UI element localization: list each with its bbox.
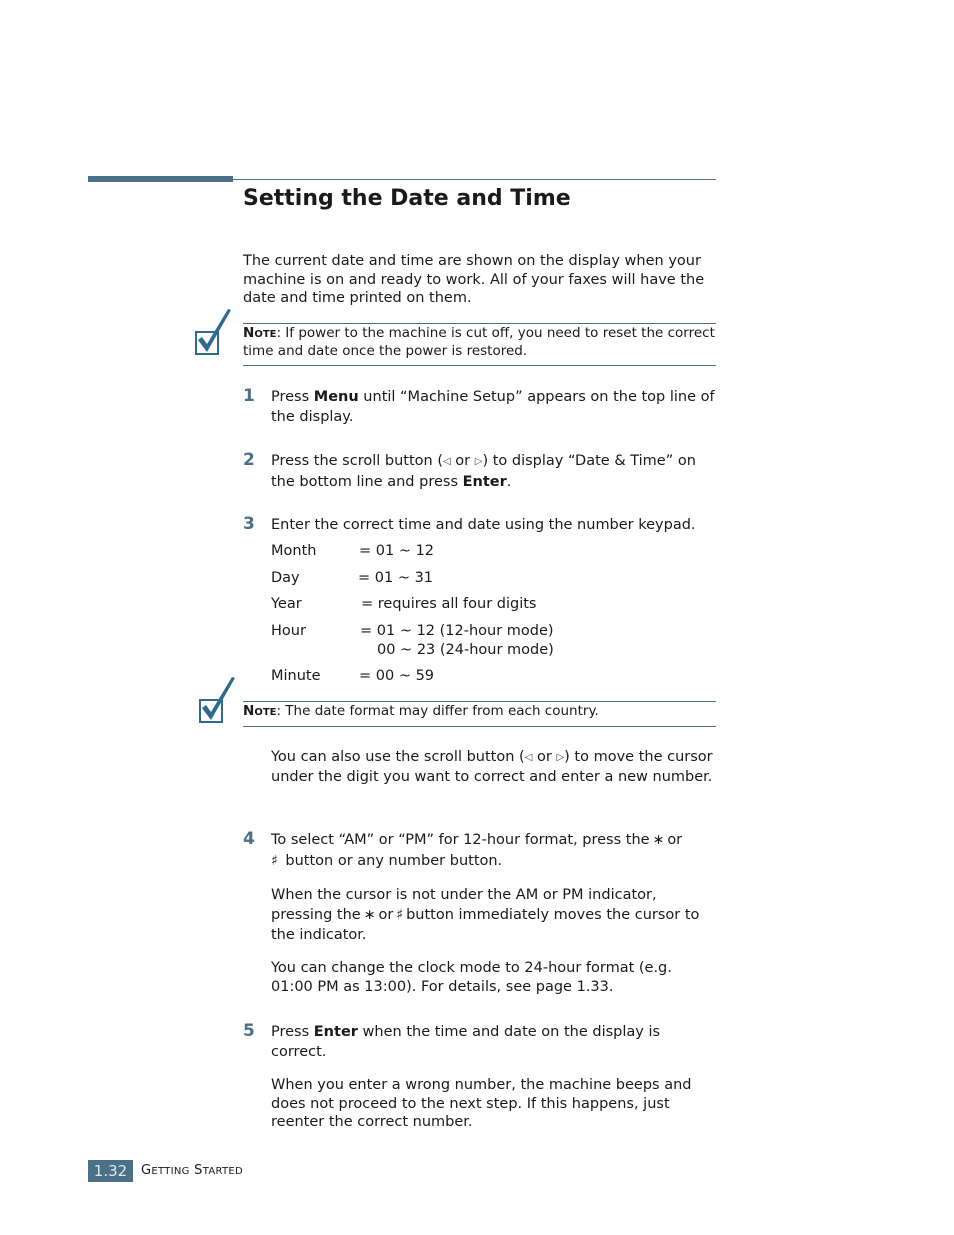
- header-rule-thick: [88, 176, 233, 182]
- header-rule-thin: [233, 179, 716, 180]
- hash-key-icon: ♯: [271, 853, 278, 869]
- scroll-right-icon: ▷: [474, 456, 483, 467]
- checkmark-note-icon: [197, 674, 239, 726]
- note-text: : If power to the machine is cut off, you need to reset the correct time and date once the power is restored.: [243, 325, 715, 359]
- range-month: Month = 01 ~ 12: [271, 543, 435, 559]
- clock-mode-paragraph: You can change the clock mode to 24-hour format (e.g. 01:00 PM as 13:00). For details, see page 1.33.: [271, 960, 672, 995]
- step-4-number: 4: [243, 829, 255, 849]
- note-power-reset: [243, 323, 716, 366]
- star-key-icon: ∗: [652, 832, 665, 848]
- range-day: Day = 01 ~ 31: [271, 570, 434, 586]
- hash-key-icon: ♯: [396, 907, 404, 923]
- step-2-number: 2: [243, 450, 255, 470]
- range-minute: Minute = 00 ~ 59: [271, 668, 435, 684]
- scroll-left-icon: ◁: [442, 456, 451, 467]
- scroll-correction-paragraph: You can also use the scroll button (◁ or ▷) to move the cursor under the digit you want to correct and enter a new number.: [271, 749, 713, 785]
- step-3-text: Enter the correct time and date using the number keypad.: [271, 517, 696, 533]
- step-1-number: 1: [243, 386, 255, 406]
- step-1-text: Press Menu until “Machine Setup” appears on the top line of the display.: [271, 389, 715, 425]
- checkmark-note-icon: [193, 306, 235, 358]
- star-key-icon: ∗: [363, 907, 376, 923]
- note-text: : The date format may differ from each country.: [276, 703, 599, 719]
- step-5-text: Press Enter when the time and date on the display is correct.: [271, 1024, 661, 1060]
- step-4-text: To select “AM” or “PM” for 12-hour format, press the ∗ or ♯ button or any number button.: [271, 830, 716, 872]
- note-date-format: [243, 701, 716, 727]
- cursor-paragraph: When the cursor is not under the AM or PM indicator, pressing the ∗ or ♯ button immediately moves the cursor to the indicator.: [271, 887, 700, 943]
- page-number: 1.32: [88, 1160, 133, 1182]
- range-hour-24: 00 ~ 23 (24-hour mode): [377, 642, 554, 658]
- scroll-right-icon: ▷: [556, 752, 565, 763]
- intro-paragraph: The current date and time are shown on the display when your machine is on and ready to work. All of your faxes will have the date and time printed on them.: [243, 253, 705, 306]
- scroll-left-icon: ◁: [524, 752, 533, 763]
- section-title: Setting the Date and Time: [243, 186, 571, 211]
- wrong-number-paragraph: When you enter a wrong number, the machine beeps and does not proceed to the next step. If this happens, just reenter the correct number.: [271, 1077, 692, 1130]
- step-2-text: Press the scroll button (◁ or ▷) to display “Date & Time” on the bottom line and press Enter.: [271, 453, 696, 490]
- note-label: NOTE: [243, 325, 277, 341]
- range-hour: Hour = 01 ~ 12 (12-hour mode): [271, 623, 554, 639]
- range-year: Year = requires all four digits: [271, 596, 537, 612]
- step-3-number: 3: [243, 514, 255, 534]
- step-5-number: 5: [243, 1021, 255, 1041]
- note-label: NOTE: [243, 703, 277, 719]
- chapter-title: GETTING STARTED: [141, 1163, 244, 1178]
